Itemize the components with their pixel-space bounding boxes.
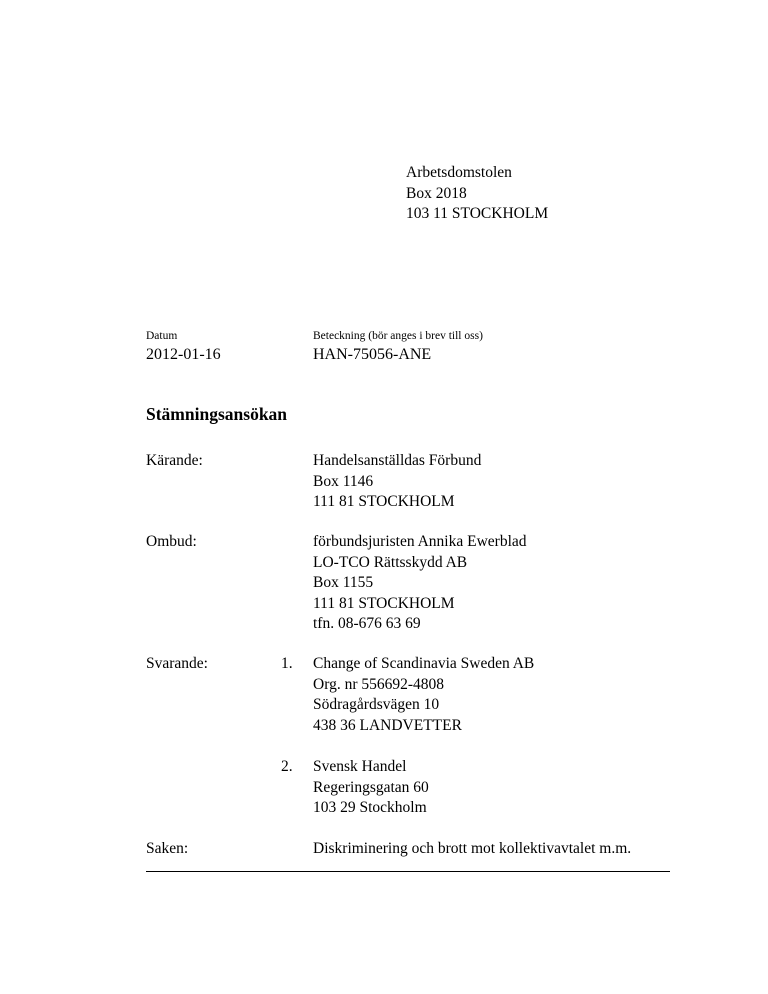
matter-label: Saken: xyxy=(146,840,189,857)
defendant-line: Södragårdsvägen 10 xyxy=(313,696,440,713)
defendants-label: Svarande: xyxy=(146,655,208,672)
defendant-number: 2. xyxy=(281,758,293,775)
plaintiff-line: 111 81 STOCKHOLM xyxy=(313,493,455,510)
reference-value: HAN-75056-ANE xyxy=(313,346,432,363)
recipient-line: Arbetsdomstolen xyxy=(406,164,512,181)
defendant-line: 438 36 LANDVETTER xyxy=(313,716,462,734)
counsel-address xyxy=(313,532,527,635)
plaintiff-line: Handelsanställdas Förbund xyxy=(313,452,482,469)
recipient-line: 103 11 STOCKHOLM xyxy=(406,205,549,222)
defendant-address xyxy=(313,654,534,736)
defendant-address xyxy=(313,757,429,819)
plaintiff-address xyxy=(313,451,481,513)
counsel-label: Ombud: xyxy=(146,533,197,550)
counsel-line: 111 81 STOCKHOLM xyxy=(313,594,455,612)
defendant-line: Regeringsgatan 60 xyxy=(313,778,429,796)
recipient-line: Box 2018 xyxy=(406,184,467,202)
counsel-line: tfn. 08-676 63 69 xyxy=(313,615,421,632)
plaintiff-line: Box 1146 xyxy=(313,472,374,490)
defendant-line: 103 29 Stockholm xyxy=(313,799,427,816)
defendant-line: Org. nr 556692-4808 xyxy=(313,675,445,693)
matter-text: Diskriminering och brott mot kollektivavtalet m.m. xyxy=(313,840,632,857)
date-value: 2012-01-16 xyxy=(146,346,221,363)
defendant-line: Svensk Handel xyxy=(313,758,407,775)
defendant-line: Change of Scandinavia Sweden AB xyxy=(313,655,535,672)
recipient-address xyxy=(406,163,548,225)
date-label: Datum xyxy=(146,330,178,342)
reference-label: Beteckning (bör anges i brev till oss) xyxy=(313,330,483,342)
counsel-line: förbundsjuristen Annika Ewerblad xyxy=(313,533,527,550)
defendant-number: 1. xyxy=(281,655,293,672)
counsel-line: Box 1155 xyxy=(313,574,374,591)
divider-line xyxy=(146,871,670,872)
document-title: Stämningsansökan xyxy=(146,404,288,424)
counsel-line: LO-TCO Rättsskydd AB xyxy=(313,553,468,571)
plaintiff-label: Kärande: xyxy=(146,452,203,469)
